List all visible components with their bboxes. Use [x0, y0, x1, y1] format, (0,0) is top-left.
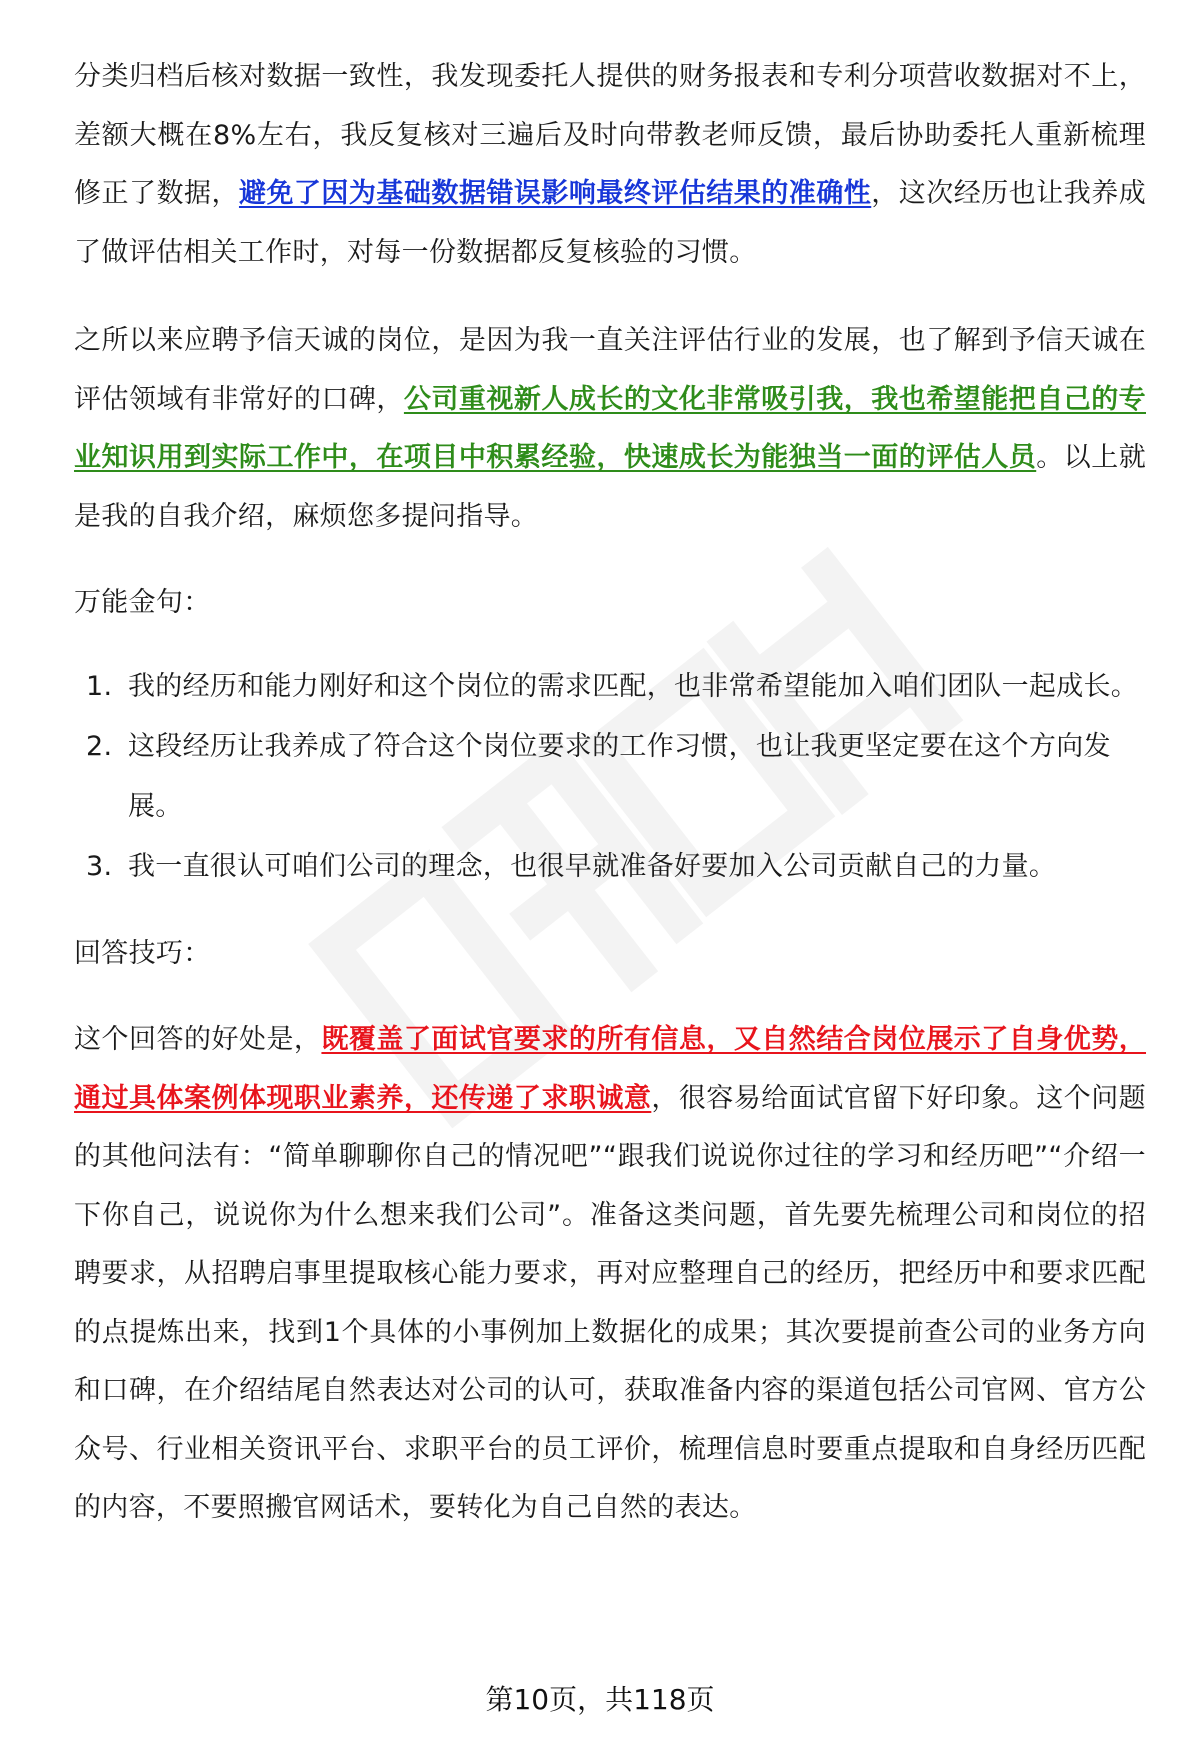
paragraph-text: 。以上就是我的自我介绍，麻烦您多提问指导。: [74, 442, 1146, 532]
paragraph-text: ，很容易给面试官留下好印象。这个问题的其他问法有：“简单聊聊你自己的情况吧”“跟我们说说你过往的学习和经历吧”“介绍一下你自己，说说你为什么想来我们公司”。准备这类问题，首先要先梳理公司和岗位的招聘要求，从招聘启事里提取核心能力要求，再对应整理自己的经历，把经历中和要求匹配的点提炼出来，找到1个具体的小事例加上数据化的成果；其次要提前查公司的业务方向和口碑，在介绍结尾自然表达对公司的认可，获取准备内容的渠道包括公司官网、官方公众号、行业相关资讯平台、求职平台的员工评价，梳理信息时要重点提取和自身经历匹配的内容，不要照搬官网话术，要转化为自己自然的表达。: [74, 1082, 1146, 1523]
green-highlight-text: 公司重视新人成长的文化非常吸引我，我也希望能把自己的专业知识用到实际工作中，在项目中积累经验，快速成长为能独当一面的评估人员: [74, 383, 1146, 473]
list-item: [74, 717, 1146, 837]
paragraph-text: 这个回答的好处是，: [74, 1024, 322, 1055]
list-item: [74, 657, 1146, 717]
list-item-text: 我的经历和能力刚好和这个岗位的需求匹配，也非常希望能加入咱们团队一起成长。: [128, 670, 1139, 702]
list-number: 3.: [86, 850, 113, 882]
blue-highlight-text: 避免了因为基础数据错误影响最终评估结果的准确性: [238, 178, 872, 209]
paragraph-text: ，这次经历也让我养成了做评估相关工作时，对每一份数据都反复核验的习惯。: [74, 178, 1146, 268]
golden-sentences-heading: 万能金句：: [74, 587, 211, 618]
paragraph-motivation: [74, 312, 1146, 546]
answer-tips-heading: 回答技巧：: [74, 937, 211, 969]
paragraph-text: 之所以来应聘予信天诚的岗位，是因为我一直关注评估行业的发展，也了解到予信天诚在评估领域有非常好的口碑，: [74, 325, 1146, 415]
paragraph-experience: [74, 48, 1146, 282]
list-number: 2.: [86, 730, 113, 762]
golden-sentences-list: [74, 657, 1146, 897]
list-item-text: 我一直很认可咱们公司的理念，也很早就准备好要加入公司贡献自己的力量。: [128, 850, 1057, 882]
page-number-footer: 第10页，共118页: [485, 1683, 715, 1716]
list-item: [74, 837, 1146, 897]
red-highlight-text: 既覆盖了面试官要求的所有信息，又自然结合岗位展示了自身优势，通过具体案例体现职业素养，还传递了求职诚意: [74, 1024, 1147, 1114]
list-item-text: 这段经历让我养成了符合这个岗位要求的工作习惯，也让我更坚定要在这个方向发展。: [128, 730, 1111, 822]
list-number: 1.: [86, 670, 113, 702]
document-body: [74, 48, 1146, 1538]
paragraph-tips: [74, 1011, 1146, 1538]
paragraph-text: 分类归档后核对数据一致性，我发现委托人提供的财务报表和专利分项营收数据对不上，差额大概在8%左右，我反复核对三遍后及时向带教老师反馈，最后协助委托人重新梳理修正了数据，: [74, 61, 1146, 209]
